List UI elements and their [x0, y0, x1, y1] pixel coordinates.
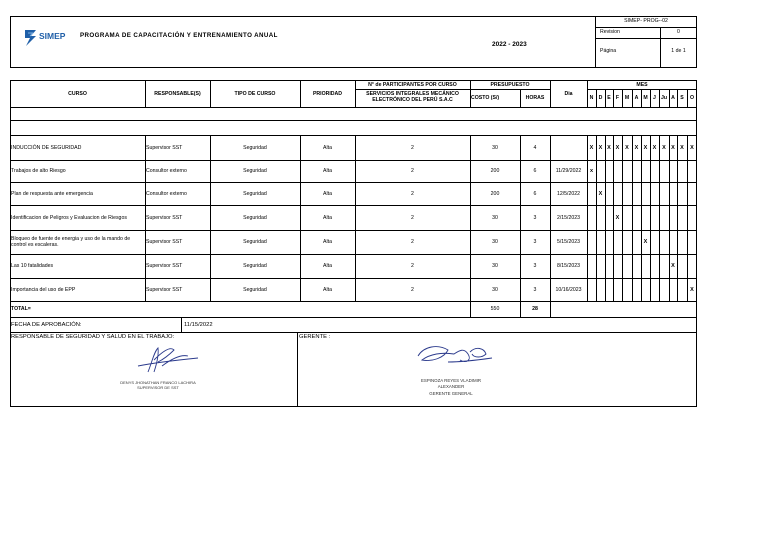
month-mark: X: [643, 144, 648, 151]
month-mark: X: [652, 144, 657, 151]
cell-costo: 200: [490, 190, 500, 197]
month-mark: [613, 182, 622, 205]
total-costo: 550: [490, 306, 500, 312]
month-mark: [613, 230, 622, 254]
cell-dia: 2/15/2023: [556, 214, 581, 221]
fecha-label: FECHA DE APROBACIÓN:: [11, 321, 82, 328]
cell-horas: 4: [533, 144, 537, 151]
col-responsable: RESPONSABLE(S): [154, 90, 201, 97]
cell-dia: 8/15/2023: [556, 263, 581, 269]
col-dia: Dia: [564, 90, 573, 97]
col-participantes: N° de PARTICIPANTES POR CURSO: [368, 82, 457, 88]
month-mark: [677, 182, 687, 205]
cell-costo: 200: [490, 168, 500, 174]
month-label: D: [598, 95, 603, 101]
month-mark: [587, 182, 596, 205]
month-mark: X: [680, 144, 684, 151]
month-mark: [587, 254, 596, 278]
month-label: E: [607, 95, 611, 101]
month-mark: [641, 278, 650, 301]
cell-participantes: 2: [411, 239, 414, 245]
month-label: F: [615, 95, 620, 101]
page-value: 1 de 1: [671, 48, 686, 54]
cell-tipo: Seguridad: [243, 168, 267, 174]
cell-tipo: Seguridad: [243, 214, 267, 221]
cell-prioridad: Alta: [323, 144, 332, 151]
cell-tipo: Seguridad: [243, 263, 267, 269]
cell-responsable: Supervisor SST: [146, 144, 183, 151]
month-mark: [613, 160, 622, 182]
cell-horas: 3: [533, 263, 537, 269]
month-mark: [677, 278, 687, 301]
month-mark: X: [634, 144, 639, 151]
cell-dia: 10/16/2023: [555, 286, 582, 293]
cell-participantes: 2: [411, 190, 414, 197]
col-prioridad: PRIORIDAD: [312, 90, 343, 97]
cell-costo: 30: [492, 239, 498, 245]
month-label: A: [634, 95, 639, 101]
month-mark: [587, 278, 596, 301]
col-curso: CURSO: [68, 90, 87, 97]
month-mark: [659, 230, 669, 254]
col-presupuesto: PRESUPUESTO: [490, 82, 530, 88]
cell-curso: Importancia del uso de EPP: [11, 286, 76, 293]
total-label: TOTAL=: [11, 306, 31, 312]
cell-curso: Trabajos de alto Riesgo: [11, 168, 66, 174]
month-mark: X: [690, 144, 694, 151]
month-mark: [622, 230, 632, 254]
month-mark: X: [671, 144, 675, 151]
month-mark: X: [625, 144, 629, 151]
month-mark: [622, 160, 632, 182]
cell-responsable: Consultor externo: [146, 190, 187, 197]
month-mark: [650, 182, 659, 205]
month-mark: [596, 205, 605, 230]
month-mark: X: [607, 144, 611, 151]
month-mark: [596, 230, 605, 254]
month-mark: [605, 230, 613, 254]
month-mark: X: [615, 214, 620, 221]
month-mark: X: [589, 144, 594, 151]
month-mark: [650, 230, 659, 254]
month-mark: [677, 205, 687, 230]
month-mark: [650, 205, 659, 230]
cell-dia: 12/5/2022: [556, 190, 581, 197]
sig2-role: GERENTE GENERAL: [429, 391, 473, 396]
month-mark: [613, 278, 622, 301]
col-participantes-sub: SERVICIOS INTEGRALES MECÁNICO ELECTRÓNICO DEL PERÚ S.A.C: [366, 91, 459, 103]
month-mark: [669, 205, 677, 230]
cell-costo: 30: [492, 214, 498, 221]
month-mark: [622, 254, 632, 278]
cell-costo: 30: [492, 263, 498, 269]
month-mark: [659, 254, 669, 278]
revision-label: Revision: [600, 29, 620, 35]
cell-tipo: Seguridad: [243, 190, 267, 197]
cell-tipo: Seguridad: [243, 144, 267, 151]
month-mark: [632, 160, 641, 182]
month-mark: [605, 182, 613, 205]
month-mark: [650, 160, 659, 182]
month-mark: X: [598, 144, 603, 151]
cell-dia: 5/15/2023: [556, 239, 581, 245]
month-label: M: [643, 95, 648, 101]
month-mark: [632, 230, 641, 254]
month-mark: [587, 230, 596, 254]
cell-dia: 11/29/2022: [555, 168, 582, 174]
month-mark: [687, 160, 697, 182]
month-mark: [687, 205, 697, 230]
month-mark: [659, 160, 669, 182]
signature-gerente-icon: [408, 340, 498, 372]
month-mark: x: [589, 168, 594, 174]
month-mark: [622, 278, 632, 301]
responsable-label: RESPONSABLE DE SEGURIDAD Y SALUD EN EL TRABAJO:: [11, 334, 175, 340]
month-mark: [641, 160, 650, 182]
month-mark: [605, 205, 613, 230]
month-mark: [641, 205, 650, 230]
month-mark: [596, 278, 605, 301]
month-label: M: [624, 95, 630, 101]
gerente-label: GERENTE :: [299, 334, 331, 340]
month-mark: [659, 205, 669, 230]
month-mark: X: [598, 190, 603, 197]
month-mark: [659, 182, 669, 205]
month-label: J: [653, 95, 656, 101]
cell-prioridad: Alta: [323, 214, 332, 221]
month-mark: [687, 230, 697, 254]
cell-curso: Identificacion de Peligros y Evaluacion de Riesgos: [11, 214, 127, 221]
month-mark: [641, 254, 650, 278]
cell-tipo: Seguridad: [243, 286, 267, 293]
month-mark: [632, 254, 641, 278]
cell-dia: [550, 135, 587, 160]
logo-text: SIMEP: [39, 31, 66, 41]
cell-prioridad: Alta: [323, 263, 332, 269]
signature-supervisor-icon: [118, 342, 208, 378]
cell-participantes: 2: [411, 168, 414, 174]
cell-prioridad: Alta: [323, 168, 332, 174]
month-label: N: [589, 95, 594, 101]
month-label: A: [671, 95, 675, 101]
month-mark: [669, 160, 677, 182]
total-horas: 28: [532, 306, 538, 312]
cell-costo: 30: [492, 144, 498, 151]
month-mark: [605, 254, 613, 278]
cell-tipo: Seguridad: [243, 239, 267, 245]
month-mark: [622, 182, 632, 205]
approval-box: [10, 317, 697, 407]
cell-horas: 3: [533, 214, 537, 221]
month-mark: [669, 182, 677, 205]
col-horas: HORAS: [525, 95, 545, 101]
month-mark: [605, 278, 613, 301]
cell-responsable: Supervisor SST: [146, 286, 183, 293]
cell-participantes: 2: [411, 214, 414, 221]
sig1-role: SUPERVISOR DE SST: [137, 385, 179, 390]
month-mark: X: [662, 144, 666, 151]
month-mark: [659, 278, 669, 301]
cell-participantes: 2: [411, 144, 414, 151]
cell-responsable: Supervisor SST: [146, 239, 183, 245]
month-mark: [632, 182, 641, 205]
month-label: O: [689, 95, 695, 101]
col-costo: COSTO (S/): [471, 95, 500, 101]
col-mes: MES: [636, 82, 648, 88]
sig2-name-2: ALEXANDER: [437, 384, 465, 389]
month-mark: [641, 182, 650, 205]
doc-code: SIMEP- PROG--02: [624, 18, 668, 24]
month-mark: X: [690, 286, 694, 293]
cell-curso: Plan de respuesta ante emergencia: [11, 190, 93, 197]
cell-horas: 3: [533, 239, 537, 245]
month-mark: [605, 160, 613, 182]
col-tipo: TIPO DE CURSO: [234, 90, 276, 97]
program-title: PROGRAMA DE CAPACITACIÓN Y ENTRENAMIENTO ANUAL: [80, 32, 278, 39]
period: 2022 - 2023: [492, 41, 527, 48]
cell-prioridad: Alta: [323, 239, 332, 245]
month-mark: [669, 278, 677, 301]
cell-responsable: Supervisor SST: [146, 214, 183, 221]
page-label: Página: [600, 48, 617, 54]
month-mark: [687, 182, 697, 205]
cell-horas: 6: [533, 190, 537, 197]
cell-participantes: 2: [411, 263, 414, 269]
month-mark: [632, 205, 641, 230]
cell-curso: Las 10 fatalidades: [11, 263, 54, 269]
month-mark: X: [671, 263, 675, 269]
cell-responsable: Supervisor SST: [146, 263, 183, 269]
sig1-name: DENYS JHONATHAN FRANCO LACHIRA: [120, 380, 196, 385]
month-mark: [632, 278, 641, 301]
month-label: S: [680, 95, 684, 101]
cell-costo: 30: [492, 286, 498, 293]
month-mark: [596, 254, 605, 278]
month-label: Ju: [660, 95, 668, 101]
month-mark: [669, 230, 677, 254]
month-mark: [687, 254, 697, 278]
fecha-value: 11/15/2022: [184, 321, 213, 328]
cell-prioridad: Alta: [323, 190, 332, 197]
month-mark: [677, 160, 687, 182]
company-logo: [22, 26, 72, 48]
cell-participantes: 2: [411, 286, 414, 293]
month-mark: [596, 160, 605, 182]
cell-prioridad: Alta: [323, 286, 332, 293]
cell-curso: Bloqueo de fuente de energia y uso de la mando de control es escaleras.: [11, 236, 131, 248]
month-mark: X: [615, 144, 620, 151]
cell-curso: INDUCCIÓN DE SEGURIDAD: [11, 144, 82, 151]
month-mark: X: [643, 239, 648, 245]
cell-horas: 6: [533, 168, 537, 174]
month-mark: [677, 230, 687, 254]
cell-horas: 3: [533, 286, 537, 293]
month-mark: [677, 254, 687, 278]
month-mark: [650, 278, 659, 301]
revision-value: 0: [677, 29, 680, 35]
month-mark: [587, 205, 596, 230]
month-mark: [613, 254, 622, 278]
month-mark: [650, 254, 659, 278]
cell-responsable: Consultor externo: [146, 168, 187, 174]
month-mark: [622, 205, 632, 230]
sig2-name-1: ESPINOZA REYES VLADIMIR: [420, 378, 482, 383]
